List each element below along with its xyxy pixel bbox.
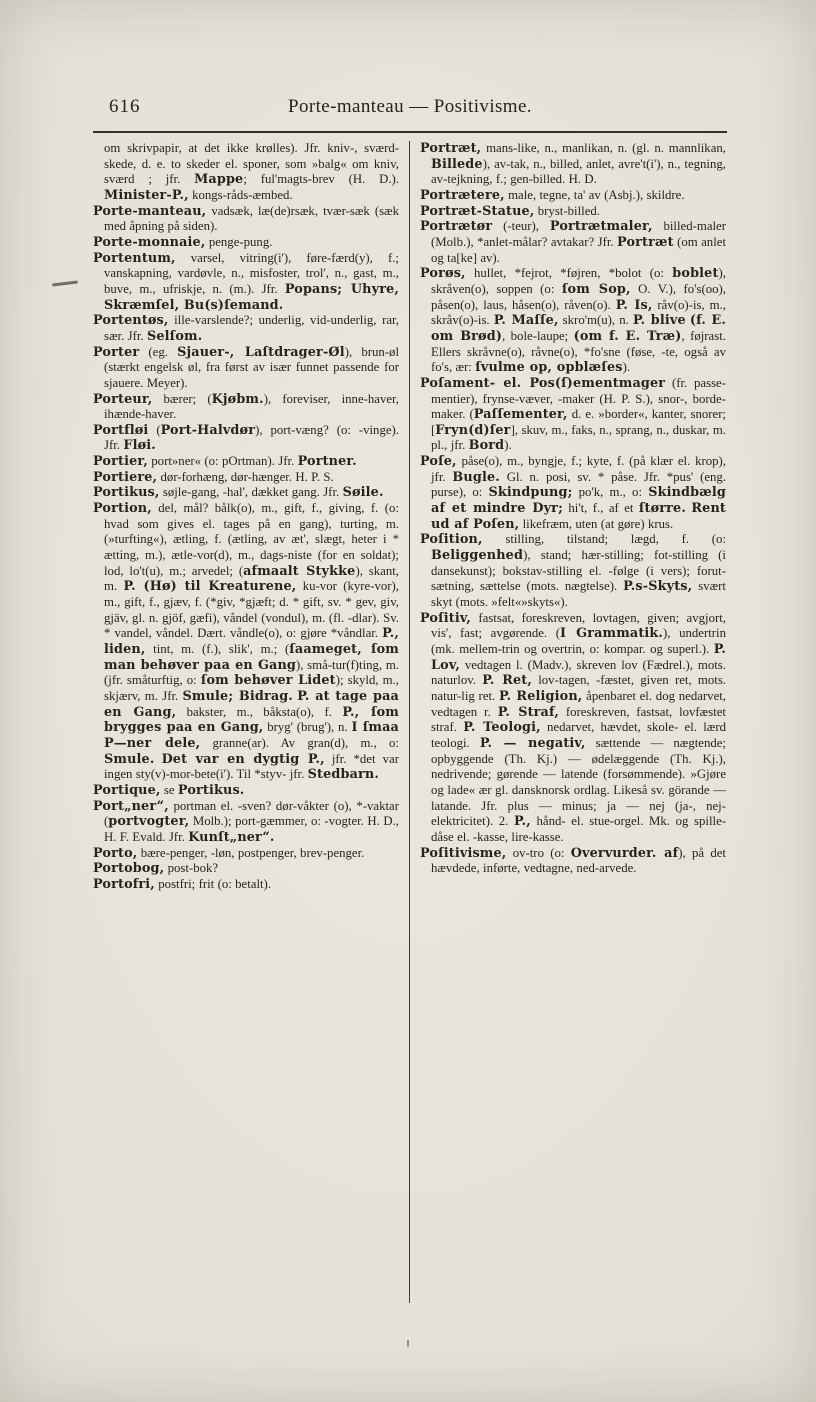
bold-term: Smule; Bidrag. bbox=[182, 688, 293, 704]
headword: Poſament- el. Pos(ſ)ementmager bbox=[420, 375, 666, 391]
definition-text: ). bbox=[622, 360, 631, 375]
dictionary-entry bbox=[93, 204, 399, 235]
bold-term: Kjøbm. bbox=[211, 391, 264, 407]
bold-term: I ſmaa P—ner dele, bbox=[104, 720, 399, 751]
definition-text: jfr. *det var ingen sty(v)-mor-bete(i'). Til *styv- jfr. bbox=[104, 751, 399, 782]
definition-text: stilling, tilstand; lægd, f. (o: bbox=[482, 532, 726, 547]
bold-term: P. (Hø) til Kreaturene, bbox=[123, 579, 297, 595]
bold-term: ſom Sop, bbox=[561, 281, 631, 297]
headword: Portrætere, bbox=[420, 187, 505, 203]
headword: Portiere, bbox=[93, 469, 158, 485]
bold-term: boblet bbox=[672, 266, 719, 282]
bold-term: P. Maſſe, bbox=[493, 313, 559, 329]
bold-term: P. — negativ, bbox=[479, 735, 586, 751]
definition-text: åpenbaret el. dog nedarvet, vedtagen r. bbox=[431, 688, 727, 719]
bold-term: P. blive bbox=[632, 313, 686, 329]
headword: Portræt-Statue, bbox=[420, 203, 535, 219]
definition-text: hi't, f., af et bbox=[562, 501, 639, 516]
definition-text: likefræm, uten (at gøre) krus. bbox=[519, 516, 674, 531]
headword: Portfløi bbox=[93, 422, 149, 438]
definition-text: ille-varslende?; underlig, vid-underlig, rar, sær. Jfr. bbox=[104, 313, 399, 343]
definition-text: (om anlet og ta[ke] av). bbox=[431, 234, 726, 265]
dictionary-entry bbox=[93, 783, 399, 799]
bold-term: P.s-Skyts, bbox=[623, 579, 693, 595]
header-rule bbox=[93, 131, 727, 133]
definition-text: O. V.), fo's(oo), påsen(o), laus, håsen(o), råven(o). bbox=[431, 281, 726, 312]
definition-text: d. e. »border«, kanter, snorer; [ bbox=[431, 407, 727, 437]
bold-term: Beliggenhed bbox=[431, 548, 524, 564]
headword: Portion, bbox=[93, 501, 152, 517]
definition-text: nedarvet, hævdet, skole- el. lærd teologi. bbox=[431, 720, 726, 750]
definition-text: portman el. -sven? dør-våkter (o), *-vaktar ( bbox=[104, 798, 399, 829]
printers-mark bbox=[407, 1340, 409, 1347]
bold-term: P. Is, bbox=[615, 297, 653, 313]
dictionary-entry bbox=[93, 799, 399, 846]
definition-text: ). bbox=[504, 438, 512, 453]
definition-text: dør-forhæng, dør-hænger. H. P. S. bbox=[157, 469, 334, 484]
bold-term: Bugle. bbox=[452, 469, 500, 485]
definition-text: ov-tro (o: bbox=[506, 845, 571, 860]
dictionary-entry bbox=[93, 423, 399, 454]
headword: Poſitiv, bbox=[420, 610, 471, 626]
bold-term: P., ſom brygges paa en Gang, bbox=[104, 704, 399, 736]
headword: Portræt, bbox=[420, 141, 482, 156]
definition-text: foreskreven, fastsat, lovfæstet straf. bbox=[431, 704, 726, 735]
dictionary-entry bbox=[93, 861, 399, 877]
definition-text: varsel, vitring(i'), føre-færd(y), f.; vanskapning, vardøvle, n., misfoster, trol', n., gast, m., buve, m., ufriskje, n. (m.). Jfr. bbox=[104, 250, 399, 296]
bold-term: Minister-P., bbox=[104, 187, 189, 203]
headword: Porteur, bbox=[93, 391, 153, 407]
bold-term: ſom behøver Lidet bbox=[200, 673, 336, 689]
bold-term: Det var en dygtig P., bbox=[161, 751, 325, 767]
definition-text: ( bbox=[148, 422, 161, 437]
headword: Poſitivisme, bbox=[420, 845, 507, 861]
definition-text: se bbox=[160, 782, 178, 797]
bold-term: Sjauer-, Laſtdrager-Øl bbox=[177, 344, 345, 360]
dictionary-entry bbox=[420, 219, 726, 266]
definition-text: ), foreviser, inne-haver, ihænde-haver. bbox=[104, 391, 399, 422]
definition-text: fastsat, foreskreven, lovtagen, given; avgjort, vis', fast; avgørende. ( bbox=[431, 610, 726, 641]
bold-term: P. Straf, bbox=[497, 704, 559, 720]
definition-text: ), på det hævdede, inførte, vedtagne, ned-arvede. bbox=[431, 845, 726, 876]
definition-text: (-teur), bbox=[492, 219, 550, 234]
bold-term: (om f. E. Træ) bbox=[573, 328, 682, 344]
bold-term: Portner. bbox=[297, 454, 357, 470]
headword: Port„ner“, bbox=[93, 798, 169, 814]
dictionary-entry bbox=[420, 204, 726, 220]
headword: Portikus, bbox=[93, 485, 160, 501]
headword: Porter bbox=[93, 344, 140, 360]
bold-term: P. at tage paa en Gang, bbox=[104, 688, 399, 720]
bold-term: Fløi. bbox=[123, 438, 156, 454]
bold-term: P., liden, bbox=[104, 626, 399, 657]
definition-text: , bole-laupe; bbox=[502, 328, 574, 343]
bold-term: P., bbox=[514, 814, 531, 830]
definition-text: om skrivpapir, at det ikke krølles). Jfr. kniv-, sværd-skede, d. e. to skeder el. sponer, som »balg« om kniv, sværd ; jfr. bbox=[104, 141, 399, 187]
page-number: 616 bbox=[109, 96, 141, 117]
definition-text: bærer; ( bbox=[152, 391, 212, 406]
bold-term: Søile. bbox=[342, 485, 384, 501]
bold-term: Fryn(d)ſer bbox=[435, 422, 511, 438]
dictionary-entry bbox=[93, 345, 399, 392]
dictionary-entry bbox=[93, 235, 399, 251]
bold-term: Overvurder. af bbox=[570, 845, 679, 861]
right-column bbox=[420, 141, 726, 877]
left-column bbox=[93, 141, 399, 893]
bold-term: Port-Halvdør bbox=[160, 422, 256, 438]
definition-text: tint, m. (f.), slik', m.; ( bbox=[145, 642, 290, 656]
dictionary-columns bbox=[93, 141, 727, 1303]
definition-text: påse(o), m., byngje, f.; kyte, f. (på klær el. krop), jfr. bbox=[431, 454, 726, 484]
definition-text: søjle-gang, -hal', dækket gang. Jfr. bbox=[159, 485, 343, 500]
definition-text: billed-maler (Molb.), *anlet-målar? avtakar? Jfr. bbox=[431, 219, 726, 249]
definition-text: sættende — nægtende; opbyggende (Th. Kj.) — ødelæggende (Th. Kj.), nedrivende; gørende — latende (forsømmende). »Gjøre og lade« ær gl. dansknorsk ordlag. Likeså sv. görande — latande. Jfr. plus — minus; ja — nej (ja-, nej-elektricitet). 2. bbox=[431, 735, 726, 829]
bold-term: P. Lov, bbox=[431, 642, 726, 673]
bold-term: P. Ret, bbox=[482, 673, 532, 689]
dictionary-entry bbox=[93, 877, 399, 893]
headword: Porøs, bbox=[420, 266, 466, 282]
definition-text: (eg. bbox=[139, 344, 178, 359]
definition-text: Molb.); port-gæmmer, o: -vogter. H. D., H. F. Evald. Jfr. bbox=[104, 814, 399, 844]
dictionary-entry bbox=[420, 376, 726, 454]
headword: Portrætør bbox=[420, 219, 493, 235]
definition-text: male, tegne, ta' av (Asbj.), skildre. bbox=[504, 187, 685, 202]
bold-term: Mappe bbox=[194, 172, 244, 188]
definition-text: svært skyt (mots. »felt«»skyts«). bbox=[431, 579, 726, 610]
definition-text: ), skant, m. bbox=[104, 563, 399, 594]
bold-term: I Grammatik. bbox=[559, 626, 664, 642]
definition-text: del, mål? bålk(o), m., gift, f., giving, f. (o: hvad som gives el. tages på en gang), turting, m. (»turfting«), ætling, f. (ætling, av æt', slægt, heter i * ætting, m.), ætle-vor(d), m., dags-niste (for en soldat); lod, lo't(u), m.; arvedel; ( bbox=[104, 501, 399, 578]
definition-text: ], skuv, m., faks, n., sprang, n., duskar, m. pl., jfr. bbox=[431, 422, 726, 453]
definition-text: post-bok? bbox=[164, 861, 219, 876]
headword: Portofri, bbox=[93, 876, 155, 892]
definition-text: po'k, m., o: bbox=[572, 485, 649, 500]
definition-text: mans-like, n., manlikan, n. (gl. n. mannlikan, bbox=[481, 141, 726, 155]
dictionary-entry bbox=[420, 611, 726, 846]
dictionary-entry bbox=[420, 141, 726, 188]
definition-text: ku-vor (kyre-vor), m., gift, f., gjæv, f. (*giv, *gjæft; d. * gift, sv. * gev, giv, gjäv, gl. n. gjöf, gæfi), våndel (vondul), m. (fl. -dlar). Sv. * vandel, våndel. Dært. våndle(o), o: gjøre *våndlar. bbox=[104, 579, 399, 641]
headword: Poſition, bbox=[420, 532, 483, 548]
definition-text: bryst-billed. bbox=[534, 203, 600, 218]
definition-text: bære-penger, -løn, postpenger, brev-penger. bbox=[137, 845, 365, 860]
definition-text: Gl. n. posi, sv. * påse. Jfr. *pus' (eng. purse), o: bbox=[431, 469, 727, 500]
bold-term: ſvulme op, opblæſes bbox=[475, 360, 623, 376]
dictionary-entry bbox=[420, 454, 726, 532]
definition-text: postfri; frit (o: betalt). bbox=[154, 876, 272, 891]
running-title: Porte-manteau — Positivisme. bbox=[288, 96, 532, 117]
definition-text: hullet, *fejrot, *føjren, *bolot (o: bbox=[465, 266, 673, 281]
dictionary-entry bbox=[420, 266, 726, 376]
bold-term: Popans; Uhyre, Skræmſel, Bu(s)ſemand. bbox=[104, 281, 399, 313]
definition-text: ), skråven(o), soppen (o: bbox=[431, 266, 726, 296]
definition-text: hånd- el. stue-orgel. Mk. og spille-dåse el. -kasse, lire-kasse. bbox=[431, 814, 727, 844]
bold-term: Bord bbox=[468, 438, 505, 454]
dictionary-entry bbox=[420, 532, 726, 610]
definition-text: lov-tagen, -fæstet, given ret, mots. natur-lig ret. bbox=[431, 673, 726, 703]
definition-text: penge-pung. bbox=[205, 234, 273, 249]
bold-term: Skindpung; bbox=[488, 485, 573, 501]
bold-term: Billede bbox=[431, 156, 483, 172]
dictionary-entry bbox=[93, 454, 399, 470]
headword: Portier, bbox=[93, 454, 148, 470]
bold-term: portvogter, bbox=[108, 814, 190, 830]
definition-text: ), undertrin (mk. mellem-trin og overtrin, o: kompar. og superl.). bbox=[431, 626, 726, 656]
bold-term: Skindbælg af et mindre Dyr; bbox=[431, 485, 726, 517]
definition-text: (fr. passe-mentier), frynse-væver, -maker (H. P. S.), snor-, borde-maker. ( bbox=[431, 375, 726, 422]
definition-text: granne(ar). Av gran(d), m., o: bbox=[200, 735, 399, 750]
bold-term: Portrætmaler, bbox=[549, 219, 653, 235]
dictionary-entry bbox=[93, 485, 399, 501]
dictionary-entry bbox=[93, 141, 399, 204]
bold-term: Kunſt„ner“. bbox=[188, 829, 275, 845]
headword: Porte-monnaie, bbox=[93, 234, 206, 250]
column-divider bbox=[409, 141, 410, 1303]
dictionary-entry bbox=[420, 846, 726, 877]
dictionary-entry bbox=[93, 313, 399, 344]
bold-term: P. Teologi, bbox=[463, 720, 541, 736]
definition-text: vedtagen l. (Madv.), skreven lov (Fædrel.), mots. naturlov. bbox=[431, 657, 726, 688]
dictionary-entry bbox=[93, 470, 399, 486]
bold-term: Portræt bbox=[617, 234, 674, 250]
definition-text: , føjrast. Ellers skråvne(o), råvne(o), *fo'sne (føse, -te, også av fo's, ær: bbox=[431, 328, 726, 375]
headword: Poſe, bbox=[420, 454, 457, 470]
bold-term: P. Religion, bbox=[499, 688, 583, 704]
bold-term: Stedbarn. bbox=[307, 767, 379, 783]
headword: Portentum, bbox=[93, 250, 176, 266]
definition-text: ), port-væng? (o: -vinge). Jfr. bbox=[104, 422, 399, 453]
headword: Porte-manteau, bbox=[93, 203, 207, 219]
definition-text: port»ner« (o: pOrtman). Jfr. bbox=[147, 454, 298, 469]
definition-text: bryg' (brug'), n. bbox=[263, 720, 352, 735]
bold-term: Smule. bbox=[104, 751, 155, 767]
bold-term: Portikus. bbox=[177, 782, 245, 798]
dictionary-entry bbox=[93, 846, 399, 862]
definition-text: kongs-råds-æmbed. bbox=[188, 187, 293, 202]
headword: Portentøs, bbox=[93, 313, 169, 329]
headword: Portobog, bbox=[93, 861, 165, 877]
bold-term: Selſom. bbox=[146, 328, 203, 344]
definition-text: bakster, m., båksta(o), f. bbox=[176, 704, 343, 719]
page-header bbox=[93, 96, 727, 124]
dictionary-entry bbox=[420, 188, 726, 204]
definition-text: ), stand; hær-stilling; fot-stilling (i dansekunst); bokstav-stilling el. -følge (i vers); forut-sætning, sættelse (mots. nægtelse). bbox=[431, 548, 726, 594]
bold-term: ſtørre. bbox=[638, 501, 686, 517]
dictionary-entry bbox=[93, 501, 399, 783]
bold-term: ſaameget, ſom man behøver paa en Gang bbox=[104, 642, 399, 673]
dictionary-entry bbox=[93, 392, 399, 423]
headword: Porto, bbox=[93, 845, 138, 861]
definition-text: ), små-tur(f)ting, m. (jfr. småturftig, o: bbox=[104, 657, 399, 688]
definition-text: råv(o)-is, m., skråv(o)-is. bbox=[431, 297, 726, 328]
bold-term: Paſſementer, bbox=[473, 407, 568, 423]
headword: Portique, bbox=[93, 782, 161, 798]
definition-text bbox=[154, 752, 161, 766]
bold-term: Rent ud af Poſen, bbox=[431, 501, 726, 532]
definition-text: vadsæk, læ(de)rsæk, tvær-sæk (sæk med åpning på siden). bbox=[104, 203, 399, 234]
definition-text: ; ful'magts-brev (H. D.). bbox=[243, 172, 400, 187]
bold-term: (f. E. om Brød) bbox=[431, 313, 726, 344]
definition-text: ), av-tak, n., billed, anlet, avre't(i'), n., tegning, av-tejkning, f.; gen-billed. H. D. bbox=[431, 156, 726, 187]
definition-text: ), brun-øl (stærkt engelsk øl, fra først av især funnet passende for sjauere. Meyer). bbox=[104, 344, 399, 390]
bold-term: afmaalt Stykke bbox=[243, 563, 356, 579]
dictionary-entry bbox=[93, 251, 399, 314]
definition-text: skro'm(u), n. bbox=[558, 313, 633, 328]
margin-mark bbox=[52, 280, 78, 286]
definition-text: ); skyld, m., skjærv, m. Jfr. bbox=[104, 673, 399, 703]
